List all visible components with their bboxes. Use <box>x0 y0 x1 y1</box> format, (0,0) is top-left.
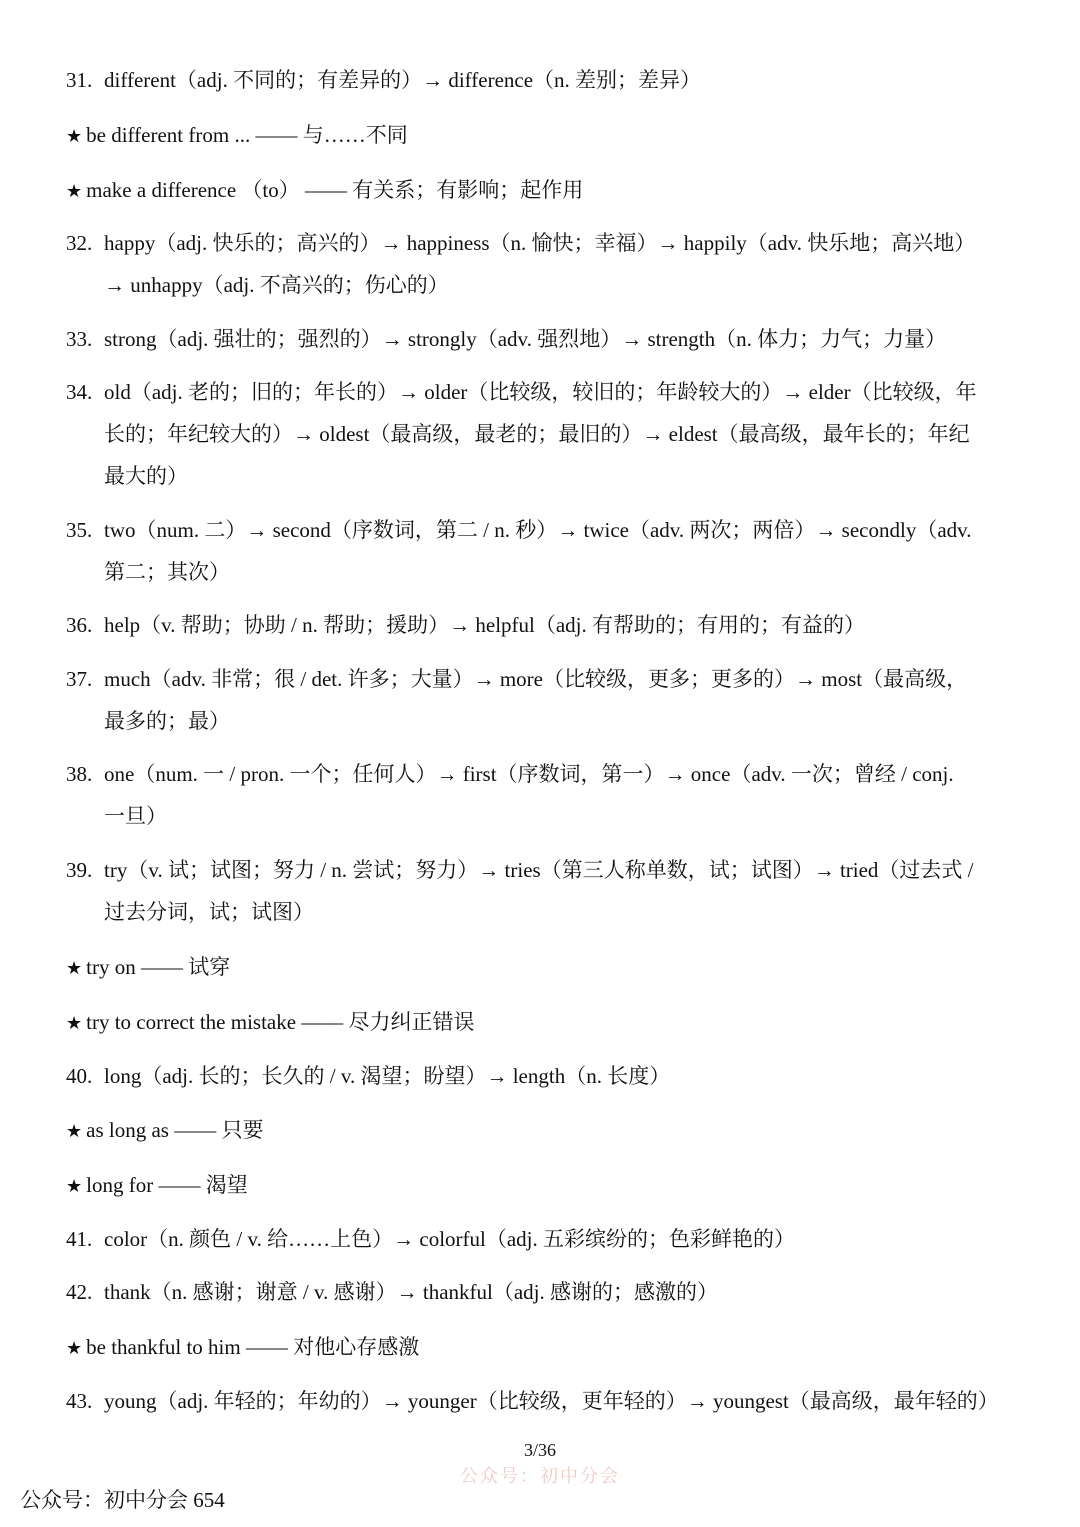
phrase-item <box>66 1164 1026 1208</box>
phrase-item <box>66 169 1026 213</box>
entry-number: 37. <box>66 667 93 691</box>
vocab-entry-37 <box>66 658 1026 742</box>
entry-text: try（v. 试；试图；努力 / n. 尝试；努力）→ tries（第三人称单数，试；试图）→ tried（过去式 / <box>104 858 974 882</box>
phrase-text: try on —— 试穿 <box>86 955 231 979</box>
watermark: 公众号：初中分会 <box>460 1466 620 1486</box>
entry-text: old（adj. 老的；旧的；年长的）→ older（比较级，较旧的；年龄较大的）→ elder（比较级，年 <box>104 380 977 404</box>
star-icon: ★ <box>66 1013 83 1034</box>
phrase-item <box>66 1326 1026 1370</box>
phrase-text: try to correct the mistake —— 尽力纠正错误 <box>86 1010 475 1034</box>
star-icon: ★ <box>66 1121 83 1142</box>
vocab-entry-32 <box>66 222 1026 306</box>
entry-number: 43. <box>66 1389 93 1413</box>
star-icon: ★ <box>66 1338 83 1359</box>
entry-number: 33. <box>66 327 93 351</box>
entry-number: 40. <box>66 1064 93 1088</box>
vocab-entry-34 <box>66 371 1026 497</box>
entry-text: thank（n. 感谢；谢意 / v. 感谢）→ thankful（adj. 感谢的；感激的） <box>104 1280 719 1304</box>
phrase-item <box>66 946 1026 990</box>
vocab-entry-36 <box>66 604 1026 646</box>
footer-account-label: 公众号：初中分会 654 <box>20 1488 225 1512</box>
entry-text: strong（adj. 强壮的；强烈的）→ strongly（adv. 强烈地）→ strength（n. 体力；力气；力量） <box>104 327 947 351</box>
entry-text-continued: 一旦） <box>104 804 167 828</box>
entry-text-continued: 长的；年纪较大的）→ oldest（最高级，最老的；最旧的）→ eldest（最高级，最年长的；年纪 <box>104 422 970 446</box>
page-number: 3/36 <box>523 1440 556 1460</box>
entry-text: one（num. 一 / pron. 一个；任何人）→ first（序数词，第一）→ once（adv. 一次；曾经 / conj. <box>104 762 954 786</box>
vocab-entry-41 <box>66 1218 1026 1260</box>
entry-text: color（n. 颜色 / v. 给……上色）→ colorful（adj. 五彩缤纷的；色彩鲜艳的） <box>104 1227 795 1251</box>
phrase-item <box>66 1109 1026 1153</box>
vocab-entry-33 <box>66 318 1026 360</box>
phrase-text: as long as —— 只要 <box>86 1118 264 1142</box>
phrase-item <box>66 1001 1026 1045</box>
vocab-entry-38 <box>66 753 1026 837</box>
vocab-entry-42 <box>66 1271 1026 1313</box>
vocab-entry-35 <box>66 509 1026 593</box>
phrase-text: be different from ... —— 与……不同 <box>86 123 408 147</box>
entry-number: 42. <box>66 1280 93 1304</box>
entry-text-continued: 第二；其次） <box>104 560 230 584</box>
entry-text-continued: 过去分词，试；试图） <box>104 900 314 924</box>
vocab-entry-31 <box>66 59 1026 101</box>
entry-number: 32. <box>66 231 93 255</box>
vocab-entry-40 <box>66 1055 1026 1097</box>
vocab-entry-39 <box>66 849 1026 933</box>
entry-number: 39. <box>66 858 93 882</box>
entry-number: 34. <box>66 380 93 404</box>
phrase-text: make a difference （to） —— 有关系；有影响；起作用 <box>86 178 584 202</box>
entry-text: long（adj. 长的；长久的 / v. 渴望；盼望）→ length（n. 长度） <box>104 1064 671 1088</box>
entry-text: help（v. 帮助；协助 / n. 帮助；援助）→ helpful（adj. 有帮助的；有用的；有益的） <box>104 613 866 637</box>
entry-number: 31. <box>66 68 93 92</box>
entry-number: 41. <box>66 1227 93 1251</box>
star-icon: ★ <box>66 1176 83 1197</box>
entry-text: happy（adj. 快乐的；高兴的）→ happiness（n. 愉快；幸福）→ happily（adv. 快乐地；高兴地） <box>104 231 976 255</box>
phrase-item <box>66 114 1026 158</box>
vocab-entry-43 <box>66 1380 1026 1422</box>
entry-number: 36. <box>66 613 93 637</box>
entry-text: different（adj. 不同的；有差异的）→ difference（n. 差别；差异） <box>104 68 702 92</box>
entry-text: two（num. 二）→ second（序数词，第二 / n. 秒）→ twice（adv. 两次；两倍）→ secondly（adv. <box>104 518 972 542</box>
entry-text: much（adv. 非常；很 / det. 许多；大量）→ more（比较级，更多；更多的）→ most（最高级， <box>104 667 968 691</box>
phrase-text: long for —— 渴望 <box>86 1173 248 1197</box>
entry-number: 35. <box>66 518 93 542</box>
star-icon: ★ <box>66 181 83 202</box>
entry-text: young（adj. 年轻的；年幼的）→ younger（比较级，更年轻的）→ youngest（最高级，最年轻的） <box>104 1389 999 1413</box>
star-icon: ★ <box>66 126 83 147</box>
star-icon: ★ <box>66 958 83 979</box>
entry-text-continued: 最大的） <box>104 464 188 488</box>
entry-text-continued: 最多的；最） <box>104 709 230 733</box>
entry-text-continued: → unhappy（adj. 不高兴的；伤心的） <box>104 273 449 297</box>
entry-number: 38. <box>66 762 93 786</box>
phrase-text: be thankful to him —— 对他心存感激 <box>86 1335 420 1359</box>
